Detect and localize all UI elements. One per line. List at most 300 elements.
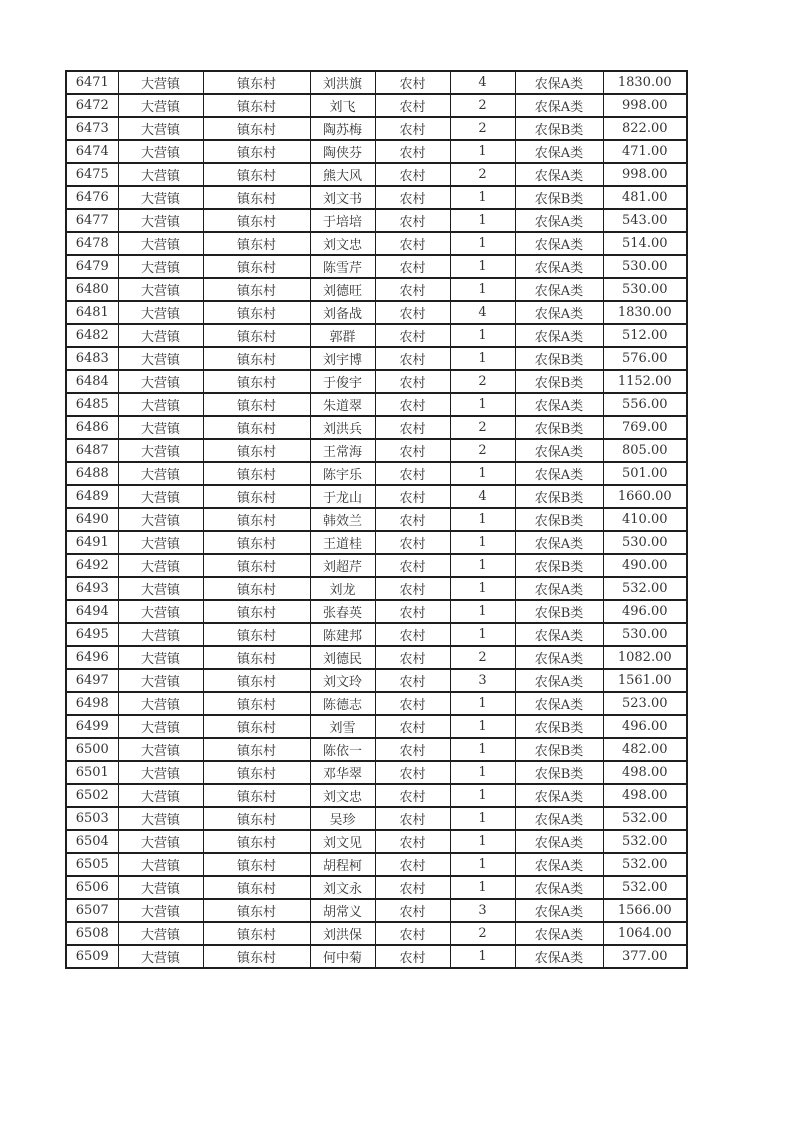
person-count-cell: 1 xyxy=(450,393,515,416)
name-cell: 陶苏梅 xyxy=(310,117,375,140)
town-cell: 大营镇 xyxy=(118,347,203,370)
household-type-cell: 农村 xyxy=(375,140,450,163)
insurance-category-cell: 农保A类 xyxy=(515,71,603,94)
amount-cell: 532.00 xyxy=(603,577,687,600)
village-cell: 镇东村 xyxy=(203,807,310,830)
table-row xyxy=(66,462,687,485)
household-type-cell: 农村 xyxy=(375,554,450,577)
table-row xyxy=(66,347,687,370)
town-cell: 大营镇 xyxy=(118,186,203,209)
table-row xyxy=(66,738,687,761)
amount-cell: 532.00 xyxy=(603,876,687,899)
insurance-category-cell: 农保B类 xyxy=(515,715,603,738)
village-cell: 镇东村 xyxy=(203,646,310,669)
name-cell: 于培培 xyxy=(310,209,375,232)
household-type-cell: 农村 xyxy=(375,209,450,232)
serial-cell: 6476 xyxy=(66,186,118,209)
serial-cell: 6475 xyxy=(66,163,118,186)
insurance-category-cell: 农保A类 xyxy=(515,462,603,485)
name-cell: 胡常义 xyxy=(310,899,375,922)
insurance-category-cell: 农保A类 xyxy=(515,324,603,347)
table-row xyxy=(66,439,687,462)
town-cell: 大营镇 xyxy=(118,853,203,876)
household-type-cell: 农村 xyxy=(375,577,450,600)
serial-cell: 6501 xyxy=(66,761,118,784)
insurance-category-cell: 农保B类 xyxy=(515,761,603,784)
amount-cell: 482.00 xyxy=(603,738,687,761)
household-type-cell: 农村 xyxy=(375,186,450,209)
village-cell: 镇东村 xyxy=(203,945,310,968)
serial-cell: 6509 xyxy=(66,945,118,968)
town-cell: 大营镇 xyxy=(118,784,203,807)
person-count-cell: 1 xyxy=(450,186,515,209)
household-type-cell: 农村 xyxy=(375,94,450,117)
person-count-cell: 1 xyxy=(450,807,515,830)
town-cell: 大营镇 xyxy=(118,485,203,508)
amount-cell: 530.00 xyxy=(603,278,687,301)
table-row xyxy=(66,807,687,830)
table-row xyxy=(66,94,687,117)
table-row xyxy=(66,324,687,347)
amount-cell: 998.00 xyxy=(603,94,687,117)
table-row xyxy=(66,853,687,876)
table-row xyxy=(66,876,687,899)
insurance-category-cell: 农保A类 xyxy=(515,922,603,945)
town-cell: 大营镇 xyxy=(118,163,203,186)
insurance-category-cell: 农保A类 xyxy=(515,140,603,163)
table-row xyxy=(66,600,687,623)
name-cell: 刘飞 xyxy=(310,94,375,117)
serial-cell: 6477 xyxy=(66,209,118,232)
person-count-cell: 4 xyxy=(450,71,515,94)
name-cell: 郭群 xyxy=(310,324,375,347)
village-cell: 镇东村 xyxy=(203,140,310,163)
table-row xyxy=(66,554,687,577)
insurance-category-cell: 农保A类 xyxy=(515,393,603,416)
insurance-category-cell: 农保A类 xyxy=(515,692,603,715)
household-type-cell: 农村 xyxy=(375,761,450,784)
household-type-cell: 农村 xyxy=(375,347,450,370)
town-cell: 大营镇 xyxy=(118,922,203,945)
amount-cell: 1830.00 xyxy=(603,301,687,324)
insurance-category-cell: 农保A类 xyxy=(515,232,603,255)
serial-cell: 6497 xyxy=(66,669,118,692)
household-type-cell: 农村 xyxy=(375,600,450,623)
person-count-cell: 2 xyxy=(450,439,515,462)
town-cell: 大营镇 xyxy=(118,140,203,163)
payment-table xyxy=(65,70,688,969)
village-cell: 镇东村 xyxy=(203,163,310,186)
village-cell: 镇东村 xyxy=(203,508,310,531)
village-cell: 镇东村 xyxy=(203,761,310,784)
insurance-category-cell: 农保A类 xyxy=(515,278,603,301)
amount-cell: 1566.00 xyxy=(603,899,687,922)
village-cell: 镇东村 xyxy=(203,416,310,439)
village-cell: 镇东村 xyxy=(203,669,310,692)
village-cell: 镇东村 xyxy=(203,738,310,761)
person-count-cell: 1 xyxy=(450,715,515,738)
table-row xyxy=(66,485,687,508)
amount-cell: 410.00 xyxy=(603,508,687,531)
table-row xyxy=(66,508,687,531)
household-type-cell: 农村 xyxy=(375,830,450,853)
village-cell: 镇东村 xyxy=(203,117,310,140)
town-cell: 大营镇 xyxy=(118,508,203,531)
amount-cell: 532.00 xyxy=(603,807,687,830)
name-cell: 陶侠芬 xyxy=(310,140,375,163)
town-cell: 大营镇 xyxy=(118,577,203,600)
household-type-cell: 农村 xyxy=(375,945,450,968)
household-type-cell: 农村 xyxy=(375,531,450,554)
insurance-category-cell: 农保B类 xyxy=(515,416,603,439)
person-count-cell: 1 xyxy=(450,738,515,761)
person-count-cell: 1 xyxy=(450,347,515,370)
insurance-category-cell: 农保A类 xyxy=(515,439,603,462)
serial-cell: 6479 xyxy=(66,255,118,278)
town-cell: 大营镇 xyxy=(118,945,203,968)
serial-cell: 6483 xyxy=(66,347,118,370)
name-cell: 刘文玲 xyxy=(310,669,375,692)
table-row xyxy=(66,715,687,738)
table-row xyxy=(66,761,687,784)
amount-cell: 530.00 xyxy=(603,623,687,646)
person-count-cell: 2 xyxy=(450,94,515,117)
person-count-cell: 1 xyxy=(450,623,515,646)
insurance-category-cell: 农保B类 xyxy=(515,554,603,577)
amount-cell: 498.00 xyxy=(603,784,687,807)
village-cell: 镇东村 xyxy=(203,209,310,232)
amount-cell: 530.00 xyxy=(603,255,687,278)
household-type-cell: 农村 xyxy=(375,899,450,922)
village-cell: 镇东村 xyxy=(203,692,310,715)
insurance-category-cell: 农保A类 xyxy=(515,255,603,278)
person-count-cell: 1 xyxy=(450,600,515,623)
village-cell: 镇东村 xyxy=(203,71,310,94)
insurance-category-cell: 农保A类 xyxy=(515,577,603,600)
household-type-cell: 农村 xyxy=(375,370,450,393)
insurance-category-cell: 农保B类 xyxy=(515,370,603,393)
household-type-cell: 农村 xyxy=(375,876,450,899)
serial-cell: 6505 xyxy=(66,853,118,876)
person-count-cell: 2 xyxy=(450,922,515,945)
serial-cell: 6494 xyxy=(66,600,118,623)
town-cell: 大营镇 xyxy=(118,600,203,623)
person-count-cell: 1 xyxy=(450,784,515,807)
village-cell: 镇东村 xyxy=(203,876,310,899)
household-type-cell: 农村 xyxy=(375,117,450,140)
amount-cell: 523.00 xyxy=(603,692,687,715)
amount-cell: 543.00 xyxy=(603,209,687,232)
amount-cell: 377.00 xyxy=(603,945,687,968)
town-cell: 大营镇 xyxy=(118,416,203,439)
serial-cell: 6502 xyxy=(66,784,118,807)
serial-cell: 6496 xyxy=(66,646,118,669)
person-count-cell: 1 xyxy=(450,508,515,531)
amount-cell: 512.00 xyxy=(603,324,687,347)
amount-cell: 576.00 xyxy=(603,347,687,370)
amount-cell: 998.00 xyxy=(603,163,687,186)
name-cell: 于龙山 xyxy=(310,485,375,508)
village-cell: 镇东村 xyxy=(203,255,310,278)
amount-cell: 769.00 xyxy=(603,416,687,439)
name-cell: 刘洪兵 xyxy=(310,416,375,439)
insurance-category-cell: 农保B类 xyxy=(515,600,603,623)
insurance-category-cell: 农保A类 xyxy=(515,669,603,692)
amount-cell: 530.00 xyxy=(603,531,687,554)
insurance-category-cell: 农保A类 xyxy=(515,531,603,554)
table-row xyxy=(66,232,687,255)
household-type-cell: 农村 xyxy=(375,163,450,186)
insurance-category-cell: 农保A类 xyxy=(515,853,603,876)
person-count-cell: 1 xyxy=(450,577,515,600)
person-count-cell: 1 xyxy=(450,830,515,853)
insurance-category-cell: 农保A类 xyxy=(515,163,603,186)
table-row xyxy=(66,623,687,646)
serial-cell: 6498 xyxy=(66,692,118,715)
village-cell: 镇东村 xyxy=(203,347,310,370)
town-cell: 大营镇 xyxy=(118,278,203,301)
village-cell: 镇东村 xyxy=(203,324,310,347)
household-type-cell: 农村 xyxy=(375,646,450,669)
town-cell: 大营镇 xyxy=(118,531,203,554)
household-type-cell: 农村 xyxy=(375,232,450,255)
household-type-cell: 农村 xyxy=(375,255,450,278)
serial-cell: 6493 xyxy=(66,577,118,600)
name-cell: 刘洪旗 xyxy=(310,71,375,94)
household-type-cell: 农村 xyxy=(375,508,450,531)
payment-table-body xyxy=(66,71,687,968)
town-cell: 大营镇 xyxy=(118,715,203,738)
table-row xyxy=(66,186,687,209)
amount-cell: 496.00 xyxy=(603,715,687,738)
table-row xyxy=(66,278,687,301)
town-cell: 大营镇 xyxy=(118,209,203,232)
person-count-cell: 1 xyxy=(450,554,515,577)
name-cell: 朱道翠 xyxy=(310,393,375,416)
amount-cell: 532.00 xyxy=(603,853,687,876)
village-cell: 镇东村 xyxy=(203,853,310,876)
household-type-cell: 农村 xyxy=(375,922,450,945)
serial-cell: 6495 xyxy=(66,623,118,646)
table-row xyxy=(66,577,687,600)
person-count-cell: 1 xyxy=(450,278,515,301)
serial-cell: 6488 xyxy=(66,462,118,485)
household-type-cell: 农村 xyxy=(375,784,450,807)
table-row xyxy=(66,209,687,232)
village-cell: 镇东村 xyxy=(203,462,310,485)
name-cell: 陈宇乐 xyxy=(310,462,375,485)
amount-cell: 1830.00 xyxy=(603,71,687,94)
table-row xyxy=(66,301,687,324)
household-type-cell: 农村 xyxy=(375,853,450,876)
household-type-cell: 农村 xyxy=(375,485,450,508)
insurance-category-cell: 农保B类 xyxy=(515,485,603,508)
serial-cell: 6492 xyxy=(66,554,118,577)
table-row xyxy=(66,416,687,439)
village-cell: 镇东村 xyxy=(203,232,310,255)
serial-cell: 6472 xyxy=(66,94,118,117)
name-cell: 陈依一 xyxy=(310,738,375,761)
serial-cell: 6489 xyxy=(66,485,118,508)
village-cell: 镇东村 xyxy=(203,439,310,462)
amount-cell: 1064.00 xyxy=(603,922,687,945)
table-row xyxy=(66,646,687,669)
person-count-cell: 2 xyxy=(450,646,515,669)
name-cell: 刘超芹 xyxy=(310,554,375,577)
serial-cell: 6490 xyxy=(66,508,118,531)
household-type-cell: 农村 xyxy=(375,324,450,347)
insurance-category-cell: 农保A类 xyxy=(515,830,603,853)
town-cell: 大营镇 xyxy=(118,439,203,462)
village-cell: 镇东村 xyxy=(203,623,310,646)
person-count-cell: 1 xyxy=(450,761,515,784)
town-cell: 大营镇 xyxy=(118,899,203,922)
name-cell: 陈建邦 xyxy=(310,623,375,646)
town-cell: 大营镇 xyxy=(118,462,203,485)
town-cell: 大营镇 xyxy=(118,324,203,347)
village-cell: 镇东村 xyxy=(203,899,310,922)
amount-cell: 1561.00 xyxy=(603,669,687,692)
household-type-cell: 农村 xyxy=(375,669,450,692)
insurance-category-cell: 农保A类 xyxy=(515,807,603,830)
town-cell: 大营镇 xyxy=(118,738,203,761)
town-cell: 大营镇 xyxy=(118,301,203,324)
amount-cell: 501.00 xyxy=(603,462,687,485)
name-cell: 陈雪芹 xyxy=(310,255,375,278)
town-cell: 大营镇 xyxy=(118,692,203,715)
serial-cell: 6478 xyxy=(66,232,118,255)
amount-cell: 805.00 xyxy=(603,439,687,462)
insurance-category-cell: 农保B类 xyxy=(515,508,603,531)
person-count-cell: 3 xyxy=(450,669,515,692)
table-row xyxy=(66,784,687,807)
serial-cell: 6506 xyxy=(66,876,118,899)
household-type-cell: 农村 xyxy=(375,71,450,94)
person-count-cell: 2 xyxy=(450,117,515,140)
serial-cell: 6508 xyxy=(66,922,118,945)
village-cell: 镇东村 xyxy=(203,600,310,623)
town-cell: 大营镇 xyxy=(118,646,203,669)
household-type-cell: 农村 xyxy=(375,623,450,646)
person-count-cell: 1 xyxy=(450,232,515,255)
table-row xyxy=(66,140,687,163)
table-row xyxy=(66,899,687,922)
household-type-cell: 农村 xyxy=(375,715,450,738)
serial-cell: 6485 xyxy=(66,393,118,416)
insurance-category-cell: 农保A类 xyxy=(515,209,603,232)
name-cell: 刘备战 xyxy=(310,301,375,324)
town-cell: 大营镇 xyxy=(118,94,203,117)
amount-cell: 498.00 xyxy=(603,761,687,784)
household-type-cell: 农村 xyxy=(375,692,450,715)
village-cell: 镇东村 xyxy=(203,186,310,209)
household-type-cell: 农村 xyxy=(375,439,450,462)
serial-cell: 6504 xyxy=(66,830,118,853)
name-cell: 刘文忠 xyxy=(310,784,375,807)
insurance-category-cell: 农保A类 xyxy=(515,876,603,899)
village-cell: 镇东村 xyxy=(203,278,310,301)
serial-cell: 6503 xyxy=(66,807,118,830)
name-cell: 胡程柯 xyxy=(310,853,375,876)
table-row xyxy=(66,255,687,278)
table-row xyxy=(66,830,687,853)
name-cell: 刘宇博 xyxy=(310,347,375,370)
name-cell: 邓华翠 xyxy=(310,761,375,784)
table-row xyxy=(66,71,687,94)
village-cell: 镇东村 xyxy=(203,393,310,416)
name-cell: 刘文见 xyxy=(310,830,375,853)
town-cell: 大营镇 xyxy=(118,393,203,416)
insurance-category-cell: 农保A类 xyxy=(515,301,603,324)
name-cell: 何中菊 xyxy=(310,945,375,968)
amount-cell: 822.00 xyxy=(603,117,687,140)
person-count-cell: 1 xyxy=(450,692,515,715)
table-row xyxy=(66,393,687,416)
name-cell: 刘文永 xyxy=(310,876,375,899)
village-cell: 镇东村 xyxy=(203,830,310,853)
person-count-cell: 1 xyxy=(450,324,515,347)
town-cell: 大营镇 xyxy=(118,623,203,646)
amount-cell: 1152.00 xyxy=(603,370,687,393)
person-count-cell: 1 xyxy=(450,462,515,485)
table-row xyxy=(66,117,687,140)
serial-cell: 6487 xyxy=(66,439,118,462)
name-cell: 刘文书 xyxy=(310,186,375,209)
serial-cell: 6474 xyxy=(66,140,118,163)
name-cell: 刘德民 xyxy=(310,646,375,669)
amount-cell: 556.00 xyxy=(603,393,687,416)
name-cell: 刘雪 xyxy=(310,715,375,738)
insurance-category-cell: 农保B类 xyxy=(515,347,603,370)
village-cell: 镇东村 xyxy=(203,485,310,508)
person-count-cell: 1 xyxy=(450,853,515,876)
amount-cell: 1660.00 xyxy=(603,485,687,508)
town-cell: 大营镇 xyxy=(118,830,203,853)
town-cell: 大营镇 xyxy=(118,370,203,393)
name-cell: 刘龙 xyxy=(310,577,375,600)
serial-cell: 6473 xyxy=(66,117,118,140)
village-cell: 镇东村 xyxy=(203,301,310,324)
name-cell: 熊大风 xyxy=(310,163,375,186)
town-cell: 大营镇 xyxy=(118,807,203,830)
insurance-category-cell: 农保A类 xyxy=(515,784,603,807)
person-count-cell: 4 xyxy=(450,485,515,508)
serial-cell: 6500 xyxy=(66,738,118,761)
household-type-cell: 农村 xyxy=(375,807,450,830)
insurance-category-cell: 农保A类 xyxy=(515,945,603,968)
person-count-cell: 1 xyxy=(450,531,515,554)
name-cell: 王常海 xyxy=(310,439,375,462)
name-cell: 张春英 xyxy=(310,600,375,623)
name-cell: 于俊宇 xyxy=(310,370,375,393)
name-cell: 刘德旺 xyxy=(310,278,375,301)
village-cell: 镇东村 xyxy=(203,554,310,577)
town-cell: 大营镇 xyxy=(118,669,203,692)
village-cell: 镇东村 xyxy=(203,715,310,738)
village-cell: 镇东村 xyxy=(203,94,310,117)
person-count-cell: 2 xyxy=(450,416,515,439)
household-type-cell: 农村 xyxy=(375,301,450,324)
household-type-cell: 农村 xyxy=(375,416,450,439)
village-cell: 镇东村 xyxy=(203,577,310,600)
person-count-cell: 1 xyxy=(450,876,515,899)
amount-cell: 471.00 xyxy=(603,140,687,163)
name-cell: 吴珍 xyxy=(310,807,375,830)
table-row xyxy=(66,692,687,715)
name-cell: 王道桂 xyxy=(310,531,375,554)
town-cell: 大营镇 xyxy=(118,761,203,784)
village-cell: 镇东村 xyxy=(203,370,310,393)
